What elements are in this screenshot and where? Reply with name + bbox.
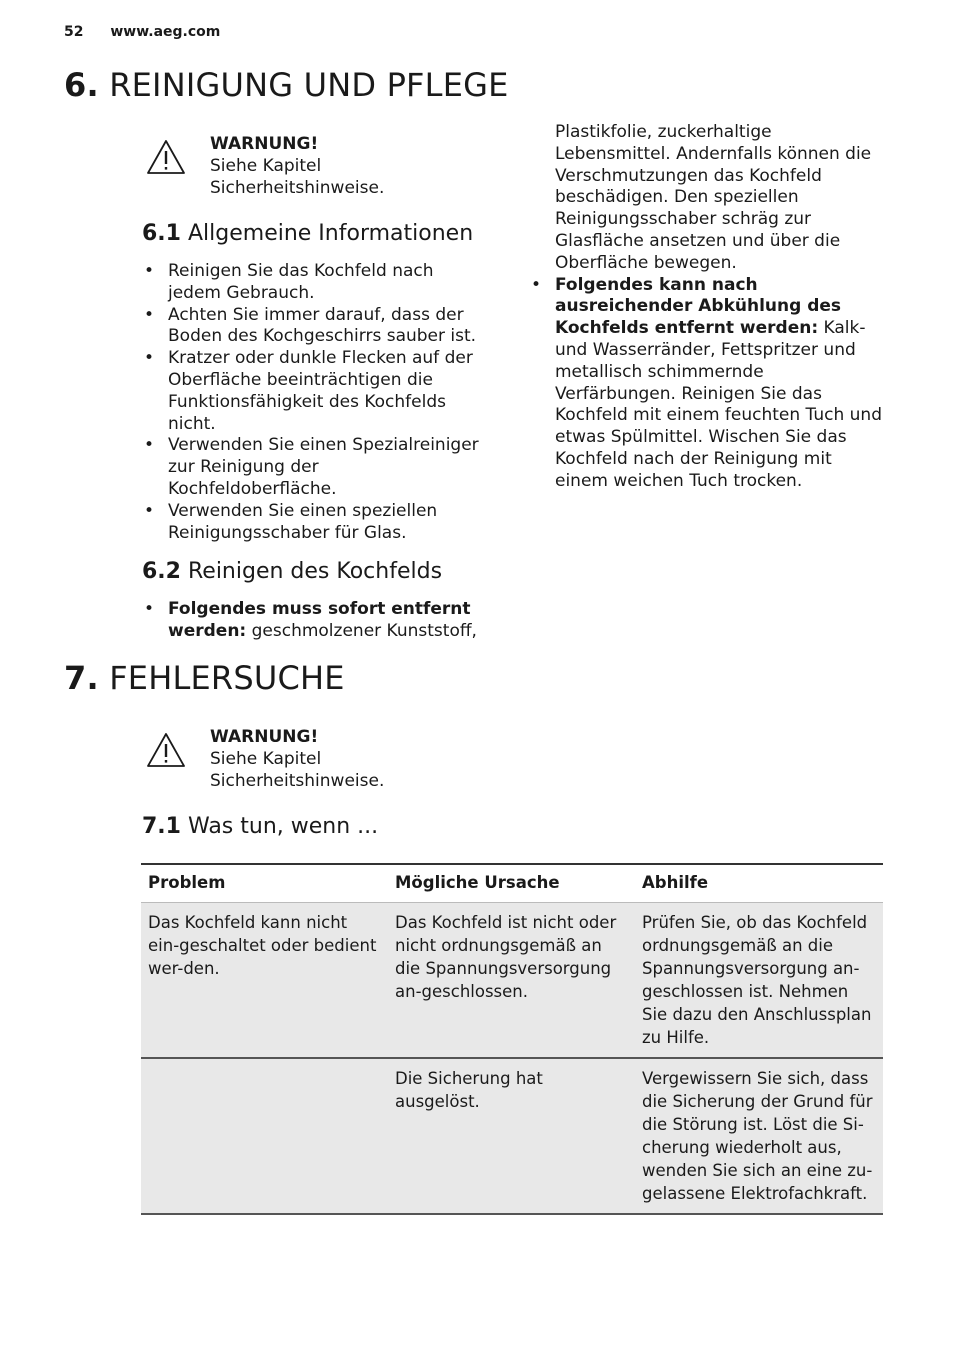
table-cell-cause: Die Sicherung hat ausgelöst.	[388, 1058, 635, 1214]
section-6-title-text: REINIGUNG UND PFLEGE	[109, 66, 509, 104]
warning-triangle-icon	[146, 139, 186, 175]
section-6-title	[64, 66, 509, 104]
warning-line-2: Sicherheitshinweise.	[210, 771, 385, 791]
warning-line-1: Siehe Kapitel	[210, 749, 322, 769]
general-info-list	[142, 261, 487, 544]
warning-title: WARNUNG!	[210, 727, 319, 747]
subsection-6-1-number: 6.1	[142, 221, 181, 246]
cleaning-list-right	[529, 275, 885, 493]
subsection-7-1-text: Was tun, wenn ...	[187, 814, 379, 839]
list-item: • Reinigen Sie das Kochfeld nach jedem Gebrauch.	[142, 261, 487, 305]
list-item-text: Kalk- und Wasserränder, Fettspritzer und metallisch schimmernde Verfärbungen. Reinigen Sie das Kochfeld mit einem feuchten Tuch und etwas Spülmittel. Wischen Sie das Kochfeld nach der Reinigung mit einem weichen Tuch trocken.	[555, 318, 883, 491]
section-7-number: 7.	[64, 659, 99, 697]
subsection-6-2-text: Reinigen des Kochfelds	[187, 559, 443, 584]
table-cell-remedy: Prüfen Sie, ob das Kochfeld ordnungsgemäß an die Spannungsversorgung an-geschlossen ist. Nehmen Sie dazu den Anschlussplan zu Hilfe.	[635, 903, 883, 1059]
section-7-title-text: FEHLERSUCHE	[109, 659, 345, 697]
column-header-remedy: Abhilfe	[635, 864, 883, 903]
right-column	[529, 122, 885, 493]
list-item-bold: Folgendes kann nach ausreichender Abkühlung des Kochfelds entfernt werden:	[555, 274, 842, 339]
table-cell-problem	[141, 1058, 388, 1214]
list-item: • Achten Sie immer darauf, dass der Boden des Kochgeschirrs sauber ist.	[142, 305, 487, 349]
troubleshooting-table	[141, 863, 883, 1215]
table-header-row	[141, 864, 883, 903]
header-url[interactable]: www.aeg.com	[110, 24, 221, 40]
page-number: 52	[64, 24, 84, 40]
section-7-title	[64, 659, 345, 697]
cleaning-list-left	[142, 599, 487, 643]
page-header	[64, 24, 220, 40]
table-row	[141, 903, 883, 1059]
warning-title: WARNUNG!	[210, 134, 319, 154]
warning-triangle-icon	[146, 732, 186, 768]
subsection-6-2-title	[142, 559, 442, 584]
list-item: • Verwenden Sie einen Spezialreiniger zur Reinigung der Kochfeldoberfläche.	[142, 435, 487, 500]
table-cell-cause: Das Kochfeld ist nicht oder nicht ordnungsgemäß an die Spannungsversorgung an-geschlossen.	[388, 903, 635, 1059]
column-header-cause: Mögliche Ursache	[388, 864, 635, 903]
subsection-7-1-number: 7.1	[142, 814, 181, 839]
list-item: • Kratzer oder dunkle Flecken auf der Oberfläche beeinträchtigen die Funktionsfähigkeit des Kochfelds nicht.	[142, 348, 487, 435]
list-item	[529, 275, 885, 493]
list-item	[142, 599, 487, 643]
section-6-number: 6.	[64, 66, 99, 104]
column-header-problem: Problem	[141, 864, 388, 903]
list-item-text: geschmolzener Kunststoff,	[246, 620, 477, 641]
cleaning-item-continued: Plastikfolie, zuckerhaltige Lebensmittel. Andernfalls können die Verschmutzungen das Kochfeld beschädigen. Den speziellen Reinigungsschaber schräg zur Glasfläche ansetzen und über die Oberfläche bewegen.	[555, 122, 872, 273]
subsection-7-1-title	[142, 814, 378, 839]
list-item: • Verwenden Sie einen speziellen Reinigungsschaber für Glas.	[142, 501, 487, 545]
table-row	[141, 1058, 883, 1214]
subsection-6-1-text: Allgemeine Informationen	[187, 221, 474, 246]
subsection-6-2-number: 6.2	[142, 559, 181, 584]
warning-line-2: Sicherheitshinweise.	[210, 178, 385, 198]
subsection-6-1-title	[142, 221, 473, 246]
warning-line-1: Siehe Kapitel	[210, 156, 322, 176]
list-item-bold: Folgendes muss sofort entfernt werden:	[168, 599, 471, 641]
table-cell-problem: Das Kochfeld kann nicht ein-geschaltet oder bedient wer-den.	[141, 903, 388, 1059]
table-cell-remedy: Vergewissern Sie sich, dass die Sicherung der Grund für die Störung ist. Löst die Si-cherung wiederholt aus, wenden Sie sich an eine zu-gelassene Elektrofachkraft.	[635, 1058, 883, 1214]
